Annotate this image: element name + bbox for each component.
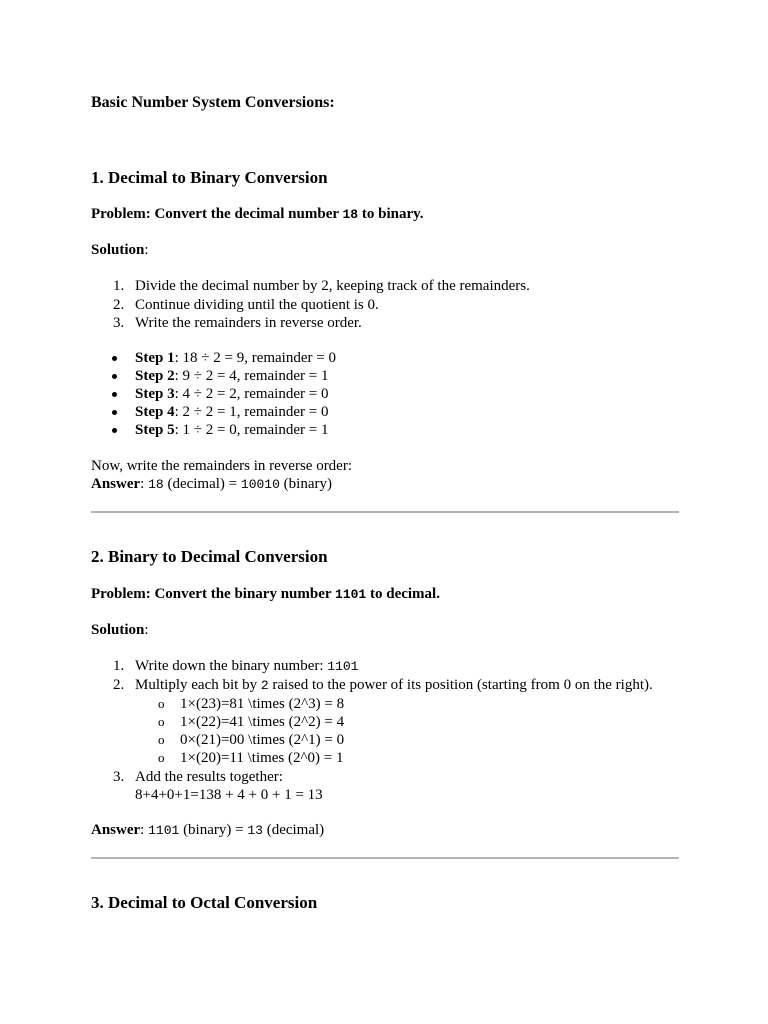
section-1-heading: 1. Decimal to Binary Conversion bbox=[91, 168, 328, 187]
section-divider bbox=[91, 511, 679, 513]
list-item: 2. Continue dividing until the quotient is 0. bbox=[113, 296, 379, 313]
bullet-icon bbox=[112, 410, 117, 415]
list-item: Step 2: 9 ÷ 2 = 4, remainder = 1 bbox=[91, 367, 336, 385]
list-item: o 1×(20)=11 \times (2^0) = 1 bbox=[158, 750, 344, 767]
section-1-steps-list bbox=[91, 277, 530, 333]
list-item: 1. Write down the binary number: 1101 bbox=[113, 658, 359, 674]
bullet-icon bbox=[112, 356, 117, 361]
section-2-solution-label: Solution: bbox=[91, 622, 149, 638]
power-terms-list bbox=[135, 695, 653, 768]
list-item: 1. Divide the decimal number by 2, keeping track of the remainders. bbox=[113, 278, 530, 294]
list-item: 3. Write the remainders in reverse order. bbox=[113, 315, 362, 331]
section-divider bbox=[91, 857, 679, 859]
page-title: Basic Number System Conversions: bbox=[91, 94, 335, 111]
list-item: Step 5: 1 ÷ 2 = 0, remainder = 1 bbox=[91, 421, 336, 439]
list-item: Step 3: 4 ÷ 2 = 2, remainder = 0 bbox=[91, 385, 336, 403]
problem-number: 1101 bbox=[335, 587, 367, 602]
circle-bullet-icon: o bbox=[158, 732, 165, 748]
section-2-answer: Answer: 1101 (binary) = 13 (decimal) bbox=[91, 822, 325, 838]
list-item: o 0×(21)=00 \times (2^1) = 0 bbox=[158, 732, 345, 749]
section-1-division-steps bbox=[91, 349, 336, 439]
section-3-heading: 3. Decimal to Octal Conversion bbox=[91, 893, 318, 912]
list-item: o 1×(23)=81 \times (2^3) = 8 bbox=[158, 695, 345, 712]
list-item: 3. Add the results together: 8+4+0+1=138 + 4 + 0 + 1 = 13 bbox=[113, 768, 323, 803]
section-2-heading: 2. Binary to Decimal Conversion bbox=[91, 547, 328, 566]
section-1-answer: Answer: 18 (decimal) = 10010 (binary) bbox=[91, 476, 332, 492]
list-item: Step 4: 2 ÷ 2 = 1, remainder = 0 bbox=[91, 403, 336, 421]
section-2-steps-list bbox=[91, 657, 653, 804]
circle-bullet-icon: o bbox=[158, 750, 165, 766]
section-2-problem: Problem: Convert the binary number 1101 to decimal. bbox=[91, 586, 440, 602]
bullet-icon bbox=[112, 392, 117, 397]
section-1-solution-label: Solution: bbox=[91, 242, 149, 258]
problem-number: 18 bbox=[342, 207, 359, 222]
section-1-problem: Problem: Convert the decimal number 18 to binary. bbox=[91, 206, 424, 222]
list-item: Step 1: 18 ÷ 2 = 9, remainder = 0 bbox=[91, 349, 336, 367]
bullet-icon bbox=[112, 374, 117, 379]
bullet-icon bbox=[112, 428, 117, 433]
list-item: 2. Multiply each bit by 2 raised to the power of its position (starting from 0 on the right). o 1×(23)=81 \times (2^3) = 8 o 1×(22)=41 \times (2^2) = 4 o 0×(21)=00 \times (2^1) = 0 o 1×(20)=11 \times (2^0) = 1 bbox=[91, 676, 653, 768]
section-1-reverse-note: Now, write the remainders in reverse order: bbox=[91, 458, 353, 474]
circle-bullet-icon: o bbox=[158, 695, 165, 711]
list-item: o 1×(22)=41 \times (2^2) = 4 bbox=[158, 713, 345, 730]
sum-result: 8+4+0+1=138 + 4 + 0 + 1 = 13 bbox=[135, 786, 323, 803]
circle-bullet-icon: o bbox=[158, 713, 165, 729]
